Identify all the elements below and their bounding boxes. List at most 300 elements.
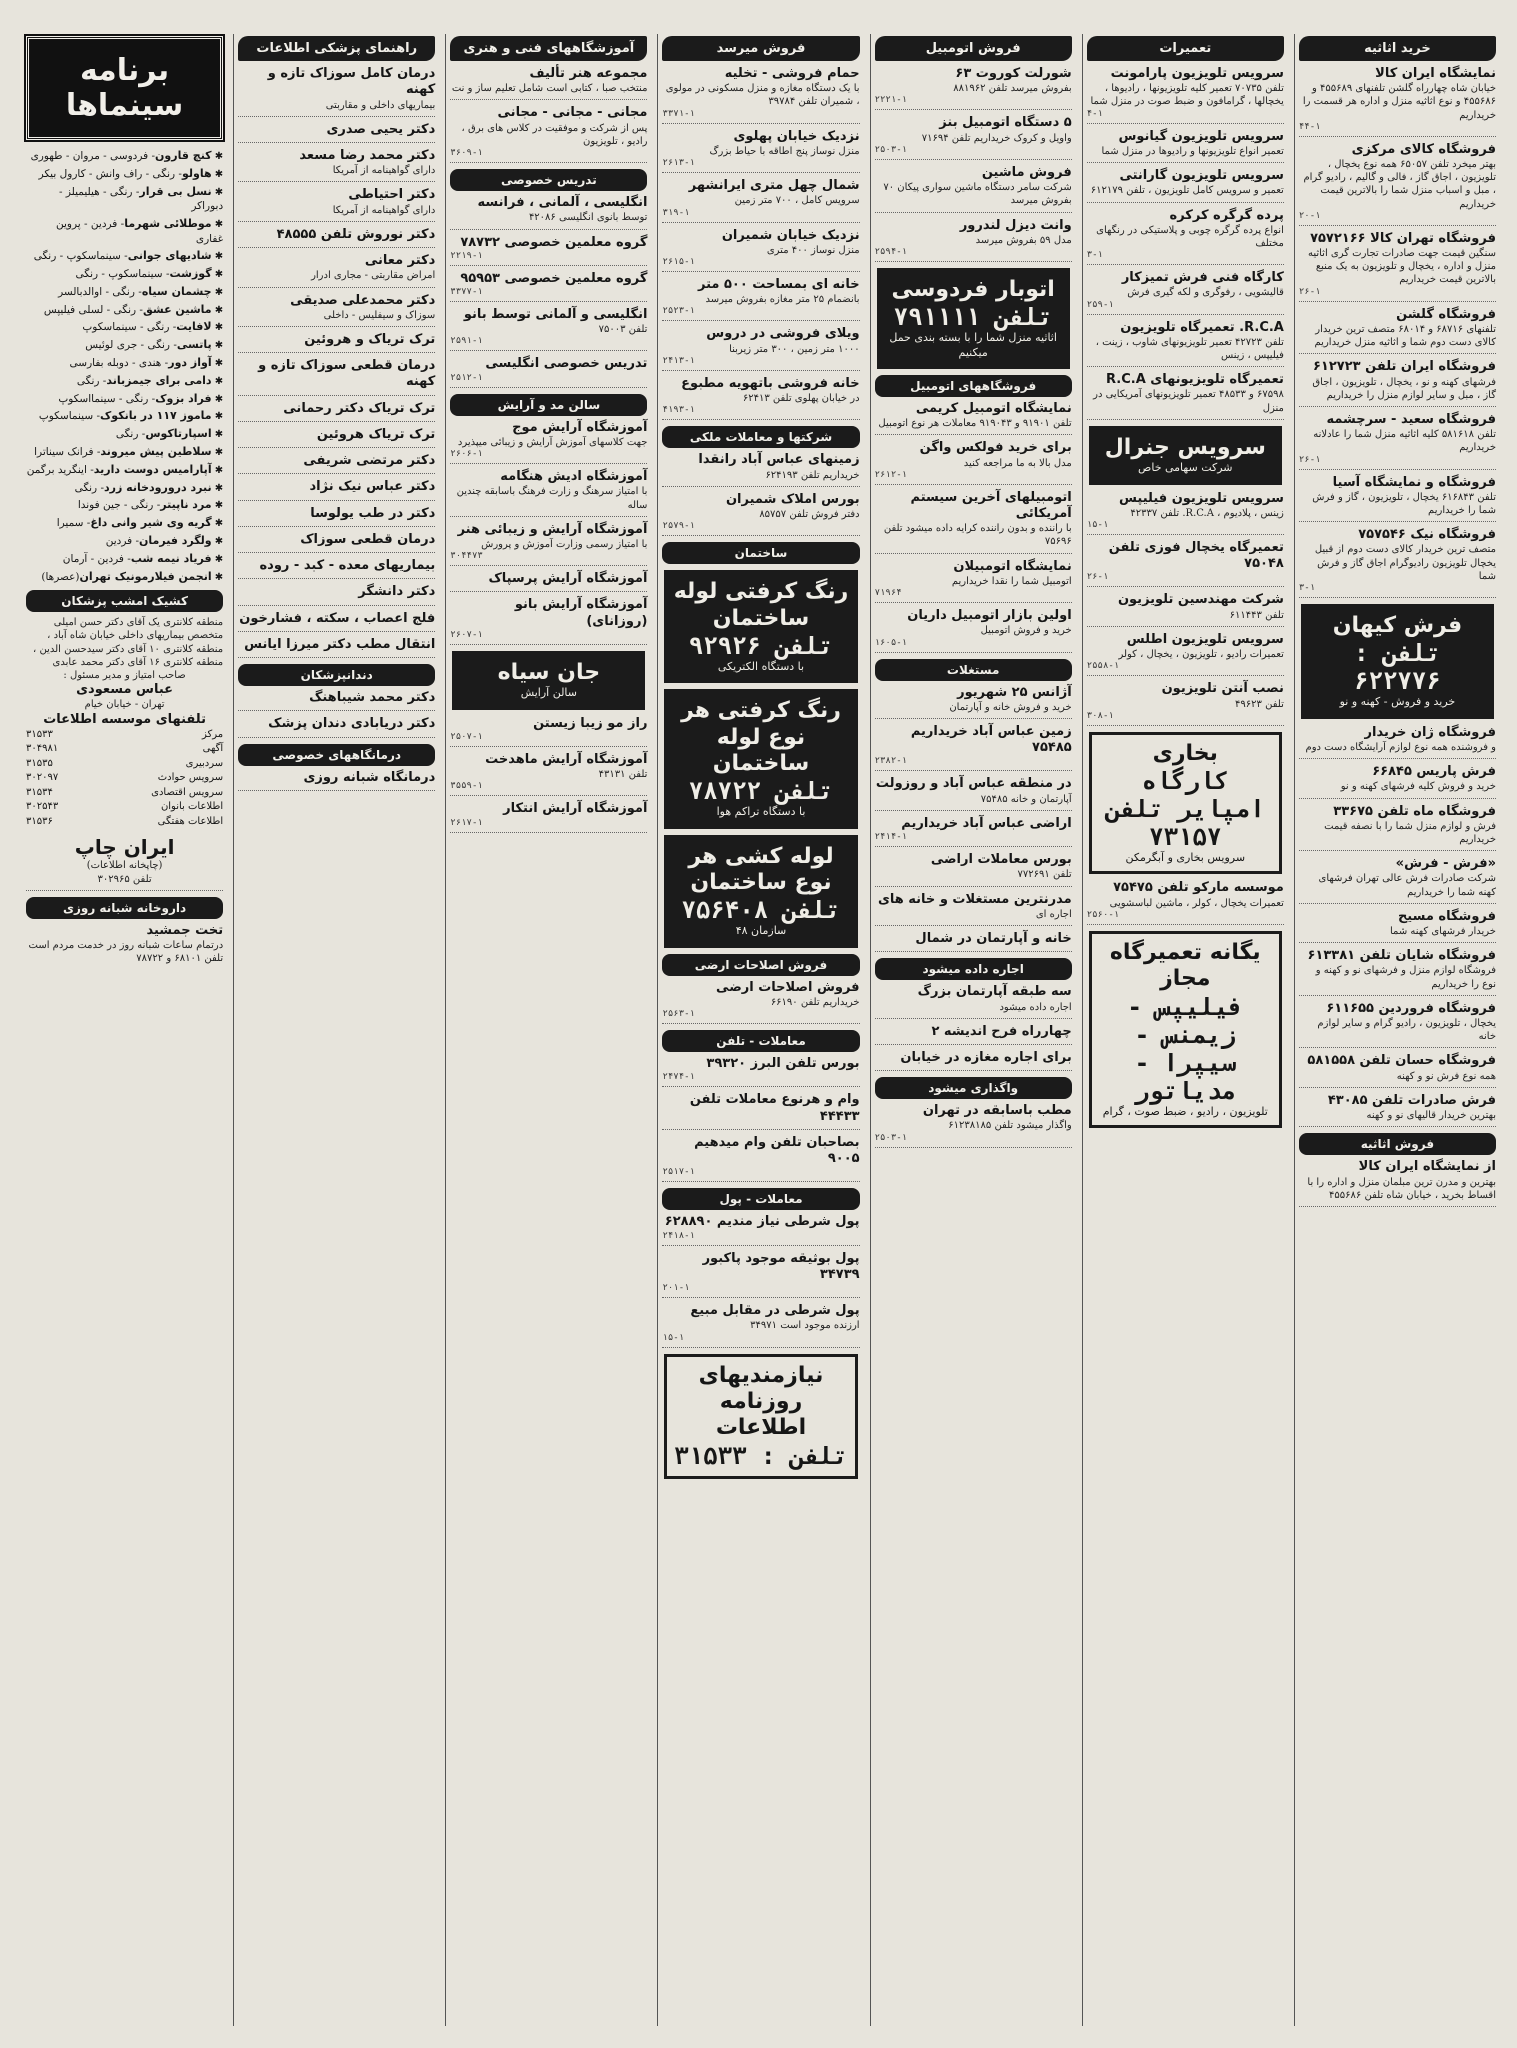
ad-title: دکتر معانی [364,253,436,269]
ad-title: دکتر عباس نیک نژاد [309,479,436,495]
cinema-listing [26,284,223,300]
classified-ad [1087,66,1284,124]
ad-title: فروش اصلاحات ارضی [716,979,860,995]
classified-ad [1087,129,1284,163]
section-heading: آموزشگاههای فنی و هنری [450,36,647,61]
section-heading: فروش اتومبیل [875,36,1072,61]
ad-body: فرشهای کهنه و نو ، یخچال ، تلویزیون ، اجاق گاز ، مبل و سایر لوازم منزل را خریداریم [1312,376,1496,401]
ad-title: انتقال مطب دکتر میرزا ایانس [244,636,436,652]
ad-title: وانت دیزل لندرور [959,217,1072,233]
cinema-listing [26,391,223,407]
cinema-listing [26,551,223,567]
ad-body: توسط بانوی انگلیسی ۴۲۰۸۶ [528,212,648,224]
ad-title: ترک تریاک دکتر رحمانی [283,400,436,416]
classified-ad [450,195,647,229]
ad-body: تعمیر انواع تلویزیونها و رادیوها در منزل شما [1101,145,1284,157]
classified-ad [238,358,435,396]
star-icon: ✱ [211,251,224,263]
display-ad-title: فرش کیهان [1332,612,1463,638]
film-title: آپارامیس دوست دارید [93,462,212,476]
ad-title: فرش صادرات تلفن ۴۳۰۸۵ [1327,1092,1496,1108]
classified-ad [1299,948,1496,996]
classified-ad [238,584,435,605]
classified-ad [450,235,647,266]
ad-title: پول بوثیقه موجود پاکبور ۳۴۷۳۹ [702,1250,860,1282]
ad-title: زمینهای عباس آباد رانقدا [698,452,860,468]
film-title: سلاطین پیش میروند [100,444,212,458]
film-details: - رنگی - سینمااسکوپ [58,392,156,405]
ad-code: ۲۵۲۳-۱ [662,306,695,317]
ad-code: ۲۵۵۸-۱ [1086,661,1120,672]
film-title: لافایت [176,320,212,334]
ad-title: اراضی عباس آباد خریداریم [901,815,1072,831]
display-ad-title: رنگ کرفتی هر نوع لوله ساختمان [681,698,841,776]
display-ad-box [1301,604,1494,719]
ad-title: بصاحبان تلفن وام میدهیم ۹۰۰۵ [694,1134,860,1167]
ad-title: تعمیرگاه تلویزیونهای R.C.A [1106,372,1284,388]
ad-code: ۳۳۷۷-۱ [450,287,483,297]
display-ad-phone: تلفن ۷۸۷۲۲ [688,777,834,806]
ad-code: ۲۰۱-۱ [662,1283,690,1294]
ad-code: ۲۶-۱ [1298,286,1321,297]
ad-code: ۲۵۰۷-۱ [450,731,483,742]
ad-title: از نمایشگاه ایران کالا [1358,1159,1496,1175]
classified-ad [238,427,435,448]
classified-ad [1299,527,1496,598]
section-heading: تعمیرات [1087,36,1284,61]
pharmacy-name: تخت جمشید [146,922,224,938]
ad-title: آژانس ۲۵ شهریور [957,684,1072,700]
film-details: - رنگی - لسلی فیلیپس [43,303,143,316]
film-details: - رنگی - هیلیمیلز - دبوراکر [58,185,224,213]
ad-body: اجاره ای [1035,908,1072,920]
section-heading: ساختمان [662,542,859,564]
ad-code: ۲۵۹-۱ [1086,299,1114,310]
ad-body: تلفن ۷۰۷۳۵ تعمیر کلیه تلویزیونها ، رادیوها ، یخچالها ، گرامافون و ضبط صوت در منزل شما [1090,83,1284,108]
film-title: فراد بزوک [155,391,212,405]
section-heading: راهنمای پزشکی اطلاعات [238,36,435,61]
ad-title: سه طبقه آپارتمان بزرگ [917,984,1072,1000]
ad-title: شمال چهل متری ایرانشهر [688,178,860,194]
ad-title: درمان کامل سوزاک تازه و کهنه [267,66,436,98]
film-title: هاولو [181,166,212,180]
classified-ad [662,277,859,321]
ad-body: خیابان شاه چهارراه گلشن تلفنهای ۴۵۵۶۸۹ و ۴۵۵۶۸۶ و نوع اثاثیه منزل و اداره هر قسمت را خریداریم [1302,83,1496,121]
ad-code: ۲۵۰۳-۱ [874,1132,908,1143]
pharmacy-heading: داروخانه شبانه روزی [26,897,223,919]
film-title: مرد ناپیتر [160,498,212,512]
cinema-listing [26,319,223,335]
ad-body: ۱۰۰۰ متر زمین ، ۳۰۰ متر زیربنا [729,343,860,355]
ad-body: واگذار میشود تلفن ۶۱۲۳۸۱۸۵ [948,1120,1072,1132]
classified-ad [662,326,859,370]
classified-ad [1299,909,1496,943]
ad-code: ۲۲۲۱-۱ [874,95,908,106]
film-details: (عصرها) [41,570,80,583]
display-ad-box [877,268,1070,369]
ad-body: تلفنهای ۶۸۷۱۶ و ۶۸۰۱۴ متصف ترین خریدار کالای دست دوم شما و اثاثیه منزل خریداریم [1314,323,1496,349]
classified-ad [662,1135,859,1183]
ad-title: آموزشگاه ادیش هنگامه [500,469,648,485]
classified-ad [238,187,435,221]
classified-ad [238,611,435,632]
ad-code: ۲۶۱۳-۱ [662,158,695,169]
film-title: چشمان سیاه [141,284,212,298]
classified-ad [238,253,435,287]
ad-body: بهترین خریدار قالیهای نو و کهنه [1366,1110,1496,1122]
phone-label: سرویس حوادث [157,772,224,784]
ad-title: اولین بازار اتومبیل داریان [907,608,1072,624]
classified-ad [238,770,435,791]
star-icon: ✱ [211,186,224,198]
ad-title: وام و هرنوع معاملات تلفن ۴۴۴۳۳ [689,1092,860,1124]
publisher-address: تهران - خیابان خیام [84,699,165,711]
display-ad-box [664,835,857,948]
ad-title: آموزشگاه آرایش پرسپاک [488,571,648,587]
film-details: - فرانک سیناترا [34,445,101,458]
ad-code: ۳۶۰۹-۱ [450,148,483,159]
ad-title: نزدیک خیابان شمیران [721,227,860,243]
classified-ad [662,376,859,420]
film-title: نسل بی قرار [139,184,212,198]
classified-ad [450,571,647,592]
ad-title: دکتر نوروش تلفن ۴۸۵۵۵ [276,226,436,242]
film-title: آواز دور [168,355,212,369]
classified-ad [1299,307,1496,355]
cinema-listing [26,533,223,549]
display-ad-subtitle: سرویس بخاری و آبگرمکن [1125,851,1246,865]
iranchap-sub: (چاپخانه اطلاعات) [86,860,163,872]
star-icon: ✱ [211,322,224,334]
ad-title: خانه فروشی باتهویه مطبوع [681,375,860,391]
classified-ad [450,716,647,747]
ad-title: کارگاه فنی فرش تمیزکار [1121,270,1284,286]
ad-title: سرویس تلویزیون گیانوس [1118,128,1284,144]
classified-ad [662,1056,859,1087]
ad-body: منزل نوساز پنج اطاقه با حیاط بزرگ [709,145,860,157]
ad-body: خریداریم تلفن ۶۲۴۱۹۳ [765,469,860,481]
classified-ad [875,115,1072,159]
classified-ad [662,1092,859,1130]
section-heading: دندانپزشکان [238,664,435,686]
ad-code: ۴۴-۱ [1298,121,1321,132]
classified-ad [1299,475,1496,523]
ad-body: خرید و فروش کلیه فرشهای کهنه و نو [1340,781,1496,793]
iranchap-name: ایران چاپ [74,835,175,860]
ad-body: تلفن ۵۸۱۶۱۸ کلیه اثاثیه منزل شما را عادلانه خریداریم [1313,429,1496,454]
display-ad-title: جان سیاه [497,659,601,685]
classified-ad [662,178,859,222]
star-icon: ✱ [211,535,224,547]
phone-row [26,757,223,772]
film-title: کنچ قارون [155,149,212,162]
ad-title: حمام فروشی - تخلیه [724,66,860,81]
cinema-listing [26,216,223,246]
ad-title: ویلای فروشی در دروس [706,326,860,342]
phone-number: ۳۰۲۵۴۳ [26,801,59,813]
film-details: - فردین - آرمان [62,552,131,565]
ad-title: دکتر یحیی صدری [326,121,436,137]
ad-title: ترک تریاک و هروئین [304,331,436,347]
classified-ad [662,492,859,536]
ad-body: خرید و فروش خانه و آپارتمان [949,701,1072,713]
ad-title: فروشگاه حسان تلفن ۵۸۱۵۵۸ [1307,1053,1496,1069]
classified-ad [1299,66,1496,137]
ad-body: با امتیاز رسمی وزارت آموزش و پرورش [481,539,648,550]
classified-ad [1087,540,1284,588]
star-icon: ✱ [211,168,224,180]
ad-body: بیماریهای داخلی و مقاربتی [325,99,436,111]
ad-body: بانضمام ۲۵ متر مغازه بفروش میرسد [705,294,860,306]
phone-label: سرویس اقتصادی [151,786,224,798]
classified-ad [1087,880,1284,924]
display-ad-subtitle: سازمان ۴۸ [735,924,787,938]
cinema-listing [26,462,223,478]
phone-row [26,771,223,786]
display-ad-title: لوله کشی هر نوع ساختمان [688,843,834,896]
ad-title: فروشگاه فروردین ۶۱۱۶۵۵ [1326,1000,1496,1016]
cinema-listing [26,373,223,389]
film-details: - رنگی - جری لوئیس [85,339,177,352]
ad-body: و فروشنده همه نوع لوازم آرایشگاه دست دوم [1305,741,1496,753]
classified-ad [450,522,647,566]
classified-ad [238,716,435,737]
ad-title: فروش ماشین [981,164,1072,180]
ad-code: ۲۶۰۶-۱ [450,449,483,460]
ad-title: گروه معلمین خصوصی ۷۸۷۳۲ [460,234,648,250]
cinema-listing [26,444,223,460]
pharmacy-text: درتمام ساعات شبانه روز در خدمت مردم است تلفن ۶۸۱۰۱ و ۷۸۷۲۲ [28,940,224,965]
film-details: - سینماسکوپ [38,410,101,423]
ad-title: مطب باسابقه در تهران [922,1103,1072,1119]
star-icon: ✱ [211,553,224,565]
ad-title: انگلیسی و آلمانی توسط بانو [463,307,648,322]
ad-title: فروشگاه ژان خریدار [1364,724,1496,740]
ad-title: نمایشگاه ایران کالا [1375,66,1496,81]
ad-code: ۴-۱ [1086,108,1103,119]
ad-title: سرویس تلویزیون گارانتی [1119,168,1284,184]
ad-title: نزدیک خیابان پهلوی [733,128,860,144]
ad-code: ۷۱۹۶۴ [874,588,902,599]
ad-body: تلفن ۴۲۷۲۳ تعمیر تلویزیونهای شاوب ، زینت ، فیلیپس ، زینس [1095,336,1284,361]
section-heading: اجاره داده میشود [875,958,1072,980]
film-details: - اینگرید برگمن [26,463,94,476]
classified-ad [238,122,435,143]
ad-body: دارای گواهینامه از آمریکا [332,165,436,177]
ad-code: ۳۳۷۱-۱ [662,108,695,119]
ad-title: چهارراه فرح اندیشه ۲ [931,1023,1072,1039]
cinema-listing [26,248,223,264]
star-icon: ✱ [211,446,224,458]
ad-title: مجانی - مجانی - مجانی [497,105,648,121]
ad-title: دکتر احتیاطی [348,187,436,203]
classified-ad [1087,592,1284,626]
ad-code: ۲۶۰۷-۱ [450,629,483,640]
ad-code: ۲۵۶۳-۱ [662,1009,695,1020]
ad-body: سنگین قیمت جهت صادرات تجارت گری اثاثیه منزل و اداره ، یخچال و تلویزیون به یک منبع بالاترین قیمت خریداریم [1307,248,1496,286]
ad-title: دکتر محمد رضا مسعد [299,147,436,163]
ad-title: اتومبیلهای آخرین سیستم آمریکائی [910,489,1072,522]
ad-title: پول شرطی در مقابل مبیع [690,1303,860,1319]
ad-code: ۲۶۱۷-۱ [450,817,483,828]
ad-title: «فرش - فرش» [1395,856,1496,872]
column-buy-furniture [1294,34,1500,2026]
classified-ad [238,148,435,182]
classified-ad [450,271,647,302]
film-title: ماشین عشق [142,302,212,316]
classified-ad [1087,320,1284,368]
classified-ad [238,66,435,117]
ad-body: قالیشویی ، رفوگری و لکه گیری فرش [1127,287,1284,299]
display-ad-phone: کارگاه امپایر تلفن ۷۳۱۵۷ [1105,767,1265,852]
ad-title: سرویس تلویزیون پارامونت [1110,66,1284,81]
ad-body: بهترین و مدرن ترین مبلمان منزل و اداره را با اقساط بخرید ، خیابان شاه تلفن ۴۵۵۶۸۶ [1307,1176,1496,1201]
ad-code: ۲۵۱۲-۱ [450,372,483,383]
phone-label: مرکز [202,728,224,740]
classified-ad [450,752,647,796]
film-details: - رنگی [76,374,107,387]
star-icon: ✱ [211,393,224,405]
ad-body: مدل ۵۹ بفروش میرسد [975,234,1072,246]
ad-title: برای اجاره مغازه در خیابان [900,1049,1072,1065]
classified-ad [1299,1053,1496,1087]
ad-title: بورس املاک شمیران [725,491,860,507]
ad-code: ۳۵۵۹-۱ [450,781,483,792]
display-ad-phone: تلفن : ۳۱۵۳۳ [674,1441,848,1470]
ad-title: فروشگاه شایان تلفن ۶۱۳۳۸۱ [1307,948,1496,964]
star-icon: ✱ [211,151,224,162]
ad-title: دکتر در طب یولوسا [310,505,436,521]
classified-ad [450,469,647,517]
ad-title: آموزشگاه آرایش بانو (روزانای) [514,597,648,629]
section-heading: مستغلات [875,659,1072,681]
column-car-sales [870,34,1076,2026]
display-ad-box [1089,732,1282,875]
cinema-listing [26,480,223,496]
film-details: - هندی - دوبله بفارسی [69,356,169,369]
film-details: - رنگی - اوالدبالسر [58,285,142,298]
classified-ad [1299,1159,1496,1207]
publisher-title: صاحب امتیاز و مدیر مسئول : [63,670,186,682]
star-icon: ✱ [211,411,224,423]
classified-ad [1087,168,1284,202]
section-heading: واگذاری میشود [875,1077,1072,1099]
ad-body: انواع پرده گرگره چوبی و پلاستیکی در رنگهای مختلف [1096,224,1284,249]
ad-body: خرید و فروش اتومبیل [980,625,1072,637]
phone-number: ۳۰۴۹۸۱ [26,743,59,755]
display-ad-subtitle: با دستگاه تراکم هوا [716,805,806,819]
classified-ad [662,129,859,173]
classified-ad [1299,359,1496,407]
display-ad-phone: تلفن ۹۲۹۲۶ [688,631,834,660]
classified-ad [1299,412,1496,470]
film-details: - رنگی - جین فوندا [77,499,161,512]
film-details: - رنگی - سینماسکوپ [82,321,177,334]
film-title: فریاد نیمه شب [130,551,212,565]
display-ad-title: بخاری [1152,740,1218,766]
section-heading: کشیک امشب پزشکان [26,590,223,612]
classified-ad [875,490,1072,554]
ad-title: ۵ دستگاه اتومبیل بنز [939,115,1072,131]
phone-label: سردبیری [185,757,224,769]
star-icon: ✱ [211,464,224,476]
ad-body: یخچال ، تلویزیون ، رادیو گرام و سایر لوازم خانه [1317,1018,1496,1043]
classified-ad [1299,804,1496,852]
classified-ad [238,332,435,353]
ad-body: اتومبیل شما را نقدا خریداریم [951,575,1072,587]
ad-body: فرش و لوازم منزل شما را با نصفه قیمت خریداریم [1324,820,1496,845]
iranchap-phone: تلفن ۳۰۲۹۶۵ [97,873,152,885]
phone-number: ۳۱۵۳۳ [26,728,53,740]
ad-title: نصب آنتن تلویزیون [1161,681,1284,697]
film-details: - سمیرا [56,517,91,530]
ad-title: سرویس تلویزیون اطلس [1126,631,1284,647]
display-ad-phone: تلفن : ۶۲۲۷۷۶ [1354,639,1441,696]
ad-body: بهتر میخرد تلفن ۶۵۰۵۷ همه نوع یخچال ، تلویزیون ، اجاق گاز ، فالی و گالیم ، رادیو گرام ، مبل و اسباب منزل شما را بالاترین قیمت خریداریم [1303,159,1496,210]
ad-title: R.C.A. تعمیرگاه تلویزیون [1120,319,1284,335]
classified-ad [875,685,1072,719]
ad-title: آموزشگاه آرایش ماهدخت [485,751,648,767]
section-heading: معاملات - تلفن [662,1030,859,1052]
ad-code: ۲۵۶۰-۱ [1086,909,1120,920]
phone-number: ۳۱۵۳۴ [26,786,53,798]
ad-body: امراض مقاربتی - مجاری ادرار [311,270,436,282]
section-heading: خرید اثاثیه [1299,36,1496,61]
classified-ad [875,931,1072,952]
ad-code: ۲۶-۱ [1086,572,1109,583]
phone-label: آگهی [202,743,224,755]
section-heading: فروش اصلاحات ارضی [662,954,859,976]
section-heading: فروش میرسد [662,36,859,61]
cinema-listing [26,337,223,353]
classified-ad [1299,764,1496,798]
display-ad-box [664,570,857,683]
classified-ad [875,1024,1072,1045]
ad-title: سرویس تلویزیون فیلیپس [1119,490,1284,506]
classified-ad [450,356,647,387]
classified-ad [662,228,859,272]
ad-title: فروشگاه کالای مرکزی [1351,141,1496,157]
cinema-listing [26,266,223,282]
ad-body: فروشگاه لوازم منزل و فرشهای نو و کهنه و نوع را خریداریم [1315,965,1496,990]
classified-ad [1299,231,1496,302]
section-heading: تدریس خصوصی [450,169,647,191]
ad-body: سوزاک و سیفلیس - داخلی [323,309,436,321]
classified-ad [875,218,1072,262]
star-icon: ✱ [211,218,224,230]
classified-ad [875,1103,1072,1147]
ad-title: شرکت مهندسین تلویزیون [1117,592,1284,608]
phone-row [26,742,223,757]
phone-number: ۳۱۵۳۵ [26,757,53,769]
ad-code: ۲۴۷۴-۱ [662,1072,695,1083]
film-title: دامی برای جیمزباند [106,373,212,387]
film-details: - رنگی [74,481,105,494]
ad-title: مدرنترین مستغلات و خانه های [877,891,1072,907]
ad-title: گروه معلمین خصوصی ۹۵۹۵۳ [460,270,648,286]
ad-title: بیماریهای معده - کبد - روده [259,558,436,574]
star-icon: ✱ [211,304,224,316]
display-ad-subtitle: خرید و فروش - کهنه و نو [1339,695,1456,709]
phone-label: اطلاعات بانوان [160,801,224,813]
classified-ad [875,816,1072,847]
ad-code: ۲۰-۱ [1298,210,1321,221]
phone-number: ۳۱۵۳۶ [26,815,53,827]
classified-ad [238,506,435,527]
ad-code: ۳۱۹-۱ [662,207,690,218]
ad-body: تعمیر و سرویس کامل تلویزیون ، تلفن ۶۱۲۱۷۹ [1090,185,1284,197]
display-ad-phone: فیلیپس - زیمنس - سیپرا - مدیاتور [1127,992,1244,1105]
